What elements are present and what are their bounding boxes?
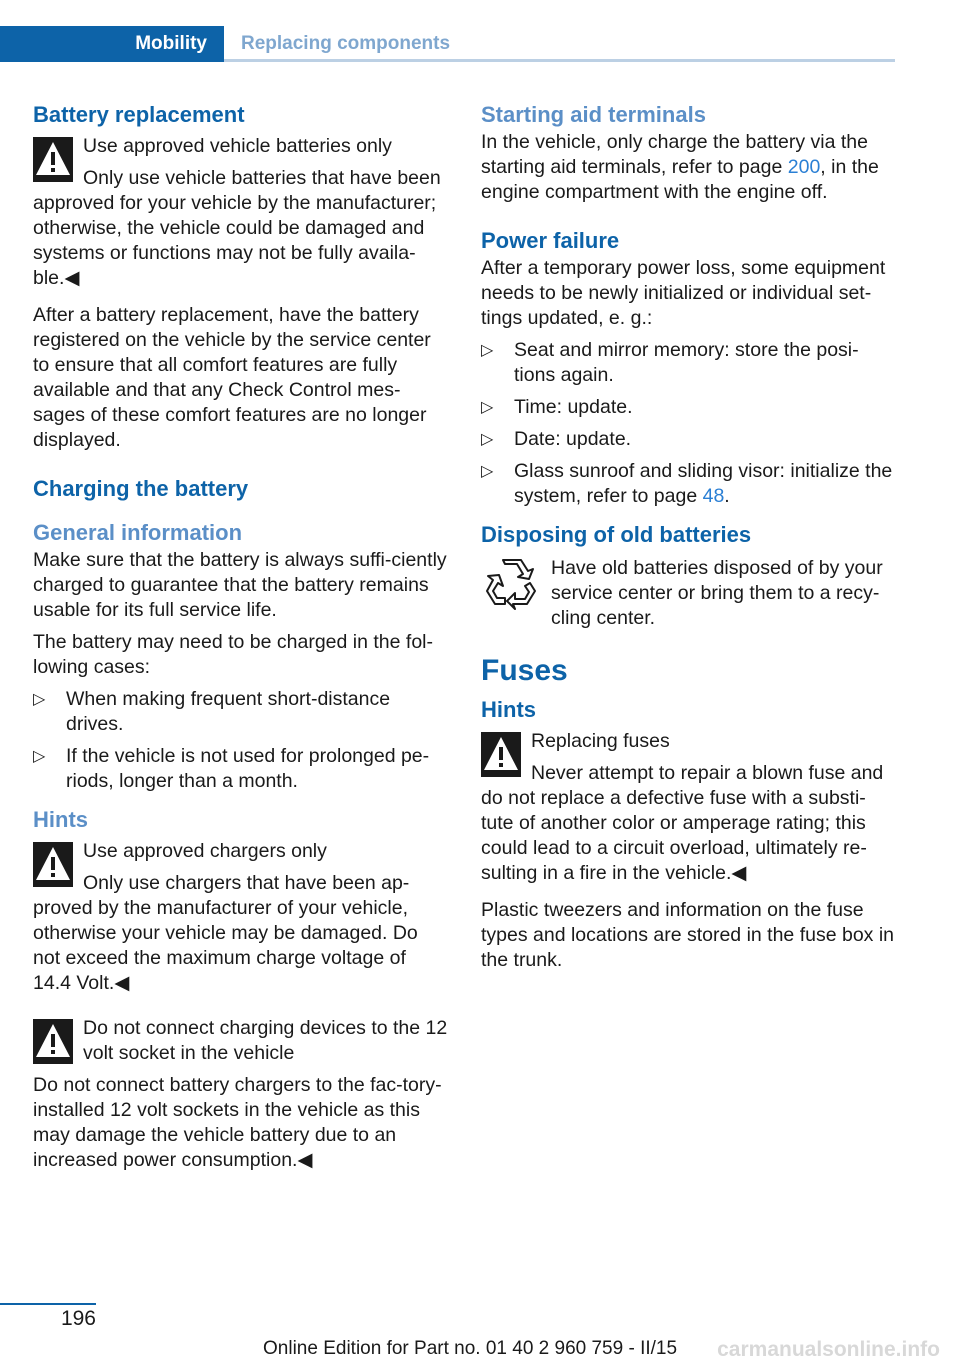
bullet-icon: ▷: [33, 748, 46, 765]
paragraph-charge-level: Make sure that the battery is always suffi‐ciently charged to guarantee that the battery remains usable for its full service life.: [33, 549, 447, 621]
paragraph-starting-aid: In the vehicle, only charge the battery via the starting aid terminals, refer to page 200, in the engine compartment with the engine off.: [481, 131, 879, 203]
heading-fuses: Fuses: [481, 654, 568, 687]
bullet-icon: ▷: [481, 431, 494, 448]
warning-triangle-icon: [33, 1019, 73, 1064]
left-column: [33, 100, 449, 1173]
list-item: ▷ When making frequent short-distance drives.: [33, 688, 391, 735]
right-column: [481, 100, 897, 980]
list-item: ▷ If the vehicle is not used for prolonged pe‐riods, longer than a month.: [33, 745, 430, 792]
list-item: ▷ Seat and mirror memory: store the posi‐tions again.: [481, 339, 859, 386]
paragraph-fuse-box: Plastic tweezers and information on the fuse types and locations are stored in the fuse box in the trunk.: [481, 899, 895, 971]
page-number: 196: [60, 1307, 96, 1330]
paragraph-battery-registration: After a battery replacement, have the battery registered on the vehicle by the service center to ensure that all comfort features are fully available and that any Check Control mes‐sages of these comfort features are no longer displayed.: [33, 304, 431, 451]
note-title: Do not connect charging devices to the 12 volt socket in the vehicle: [83, 1017, 448, 1064]
list-item: ▷ Time: update.: [481, 396, 633, 418]
heading-battery-replacement: Battery replacement: [33, 102, 245, 127]
page-number-rule: [0, 1303, 96, 1305]
heading-disposing-old-batteries: Disposing of old batteries: [481, 522, 752, 547]
header-divider: [224, 59, 895, 62]
note-body: Only use vehicle batteries that have been approved for your vehicle by the manufacturer; otherwise, the vehicle could be damaged and systems or functions may not be fully availa‐ble.◀: [33, 167, 441, 289]
page-link-48[interactable]: 48: [702, 485, 725, 507]
warning-note-approved-batteries: [33, 134, 449, 291]
recycle-icon: [485, 558, 537, 610]
paragraph-charge-cases: The battery may need to be charged in the fol‐lowing cases:: [33, 631, 433, 678]
note-title: Use approved vehicle batteries only: [83, 135, 392, 157]
heading-starting-aid-terminals: Starting aid terminals: [481, 102, 706, 127]
note-body: Do not connect battery chargers to the fac‐tory-installed 12 volt sockets in the vehicle as this may damage the vehicle battery due to an increased power consumption.◀: [33, 1074, 442, 1171]
warning-triangle-icon: [481, 732, 521, 777]
power-failure-list: [481, 338, 897, 509]
heading-fuse-hints: Hints: [481, 697, 536, 722]
watermark: carmanualsonline.info: [717, 1338, 940, 1361]
note-body: Never attempt to repair a blown fuse and do not replace a defective fuse with a substi‐tute of another color or amperage rating; this could lead to a circuit overload, ultimately re‐sulting in a fire in the vehicle.◀: [481, 762, 884, 884]
recycling-note: [481, 556, 897, 631]
note-body: Only use chargers that have been ap‐proved by the manufacturer of your vehicle, otherwise your vehicle may be damaged. Do not exceed the maximum charge voltage of 14.4 Volt.◀: [33, 872, 418, 994]
bullet-icon: ▷: [481, 342, 494, 359]
bullet-icon: ▷: [481, 399, 494, 416]
chapter-tab-mobility[interactable]: Mobility: [0, 26, 224, 62]
warning-note-approved-chargers: [33, 839, 449, 996]
heading-power-failure: Power failure: [481, 228, 620, 253]
list-item: ▷ Glass sunroof and sliding visor: initialize the system, refer to page 48.: [481, 460, 893, 507]
bullet-icon: ▷: [33, 691, 46, 708]
bullet-icon: ▷: [481, 463, 494, 480]
paragraph-power-failure: After a temporary power loss, some equipment needs to be newly initialized or individual set‐tings updated, e. g.:: [481, 257, 886, 329]
warning-note-replacing-fuses: [481, 729, 897, 886]
page-link-200[interactable]: 200: [787, 156, 821, 178]
heading-hints: Hints: [33, 807, 88, 832]
warning-note-12v-socket: [33, 1016, 449, 1173]
chapter-header: [0, 26, 895, 62]
charging-cases-list: [33, 687, 449, 794]
warning-triangle-icon: [33, 842, 73, 887]
heading-charging-battery: Charging the battery: [33, 476, 249, 501]
recycling-text: Have old batteries disposed of by your service center or bring them to a recy‐cling center.: [551, 557, 883, 629]
heading-general-information: General information: [33, 520, 243, 545]
note-title: Replacing fuses: [531, 730, 670, 752]
edition-footer: Online Edition for Part no. 01 40 2 960 759 - II/15: [263, 1338, 678, 1359]
section-tab-replacing-components[interactable]: Replacing components: [224, 26, 895, 62]
list-item: ▷ Date: update.: [481, 428, 632, 450]
note-title: Use approved chargers only: [83, 840, 327, 862]
warning-triangle-icon: [33, 137, 73, 182]
